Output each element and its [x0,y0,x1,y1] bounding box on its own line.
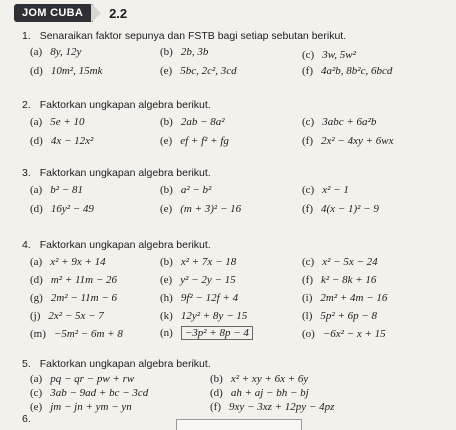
item-label: (f) [302,274,313,286]
item-label: (c) [302,256,315,268]
item-1a [30,46,81,58]
item-expression: b² − 81 [50,184,83,196]
item-3c [302,184,349,196]
item-2f [302,135,394,147]
question-text: Faktorkan ungkapan algebra berikut. [39,239,211,251]
item-expression: 9xy − 3xz + 12py − 4pz [229,401,335,413]
item-label: (f) [302,65,313,77]
item-5c [30,387,148,399]
question-number: 4. [22,239,31,251]
question-4-title [22,239,211,251]
item-3b [160,184,211,196]
item-4n [160,327,253,339]
item-expression: 3ab − 9ad + bc − 3cd [50,387,149,399]
item-1e [160,65,237,77]
item-expression: m² + 11m − 26 [50,274,118,286]
item-label: (e) [30,401,43,413]
item-label: (b) [210,373,223,385]
item-expression: 2ab − 8a² [180,116,225,128]
item-4e [160,274,236,286]
item-3f [302,203,379,215]
item-label: (e) [160,65,173,77]
item-4k [160,310,247,322]
item-4g [30,292,117,304]
item-5f [210,401,334,413]
question-text: Senaraikan faktor sepunya dan FSTB bagi setiap sebutan berikut. [39,30,347,42]
item-expression: −6x² − x + 15 [322,328,386,340]
item-expression: 9f² − 12f + 4 [180,292,239,304]
item-label: (d) [30,274,43,286]
item-expression: 4a²b, 8b²c, 6bcd [321,65,393,77]
pencil-icon [91,3,101,23]
item-expression: 16y² − 49 [50,203,94,215]
item-expression-highlighted: −3p² + 8p − 4 [181,326,253,340]
item-expression: x² + xy + 6x + 6y [230,373,309,385]
item-label: (l) [302,310,313,322]
item-label: (j) [30,310,41,322]
item-label: (f) [302,135,313,147]
section-number: 2.2 [109,5,128,21]
item-label: (a) [30,256,43,268]
item-label: (b) [160,46,173,58]
item-5d [210,387,309,399]
item-expression: 5p² + 6p − 8 [320,310,378,322]
item-label: (d) [30,203,43,215]
item-expression: x² − 1 [322,184,349,196]
item-label: (f) [302,203,313,215]
item-expression: 2x² − 4xy + 6wx [321,135,394,147]
question-number: 3. [22,167,31,179]
item-2e [160,135,229,147]
item-expression: 10m², 15mk [50,65,103,77]
question-1-title [22,30,346,42]
item-expression: ef + f² + fg [180,135,229,147]
item-4h [160,292,238,304]
item-expression: 4(x − 1)² − 9 [321,203,379,215]
item-expression: 2m² + 4m − 16 [320,292,388,304]
item-expression: 5bc, 2c², 3cd [180,65,237,77]
item-label: (a) [30,184,43,196]
item-1b [160,46,208,58]
item-label: (d) [210,387,223,399]
item-label: (c) [302,116,315,128]
question-number: 5. [22,358,31,370]
question-6-title [22,413,31,425]
question-3-title [22,167,211,179]
item-expression: k² − 8k + 16 [321,274,377,286]
item-expression: jm − jn + ym − yn [50,401,132,413]
item-label: (b) [160,256,173,268]
item-label: (k) [160,310,173,322]
item-label: (c) [302,184,315,196]
item-label: (b) [160,184,173,196]
item-expression: pq − qr − pw + rw [50,373,135,385]
item-expression: 2m² − 11m − 6 [50,292,118,304]
item-label: (h) [160,292,173,304]
item-label: (d) [30,65,43,77]
item-4f [302,274,376,286]
item-5b [210,373,308,385]
item-label: (o) [302,328,315,340]
question-number: 1. [22,30,31,42]
item-label: (e) [160,274,173,286]
item-label: (c) [302,49,315,61]
item-3e [160,203,241,215]
item-3d [30,203,94,215]
item-expression: a² − b² [180,184,212,196]
item-label: (i) [302,292,313,304]
item-expression: x² + 7x − 18 [180,256,237,268]
item-1d [30,65,102,77]
item-label: (b) [160,116,173,128]
item-4c [302,256,378,268]
item-label: (a) [30,116,43,128]
item-1c [302,49,356,61]
item-4b [160,256,236,268]
item-4a [30,256,106,268]
item-5a [30,373,134,385]
item-label: (a) [30,373,43,385]
item-label: (e) [160,135,173,147]
item-3a [30,184,83,196]
item-label: (n) [160,327,173,339]
item-4m [30,328,123,340]
question-text: Faktorkan ungkapan algebra berikut. [39,358,211,370]
jom-cuba-badge: JOM CUBA [14,4,93,22]
item-1f [302,65,392,77]
question-text: Faktorkan ungkapan algebra berikut. [39,167,211,179]
item-2d [30,135,93,147]
item-expression: y² − 2y − 15 [180,274,236,286]
item-expression: 5e + 10 [50,116,85,128]
item-expression: 3w, 5w² [322,49,356,61]
item-expression: 12y² + 8y − 15 [180,310,248,322]
item-expression: 2x² − 5x − 7 [48,310,104,322]
item-5e [30,401,132,413]
item-label: (d) [30,135,43,147]
item-expression: (m + 3)² − 16 [180,203,242,215]
item-4i [302,292,387,304]
header [14,3,127,23]
item-expression: ah + aj − bh − bj [230,387,309,399]
item-expression: x² − 5x − 24 [322,256,378,268]
item-label: (e) [160,203,173,215]
item-4j [30,310,104,322]
item-2b [160,116,225,128]
question-number: 2. [22,99,31,111]
item-2c [302,116,376,128]
question-number: 6. [22,413,31,425]
item-label: (c) [30,387,43,399]
item-expression: 8y, 12y [50,46,82,58]
item-label: (f) [210,401,221,413]
item-label: (a) [30,46,43,58]
item-4d [30,274,117,286]
item-label: (m) [30,328,46,340]
item-expression: −5m² − 6m + 8 [53,328,123,340]
question-text: Faktorkan ungkapan algebra berikut. [39,99,211,111]
item-expression: x² + 9x + 14 [50,256,106,268]
item-label: (g) [30,292,43,304]
question-2-title [22,99,211,111]
item-4o [302,328,386,340]
question-6-box [176,419,302,430]
item-expression: 2b, 3b [180,46,209,58]
item-4l [302,310,377,322]
item-expression: 4x − 12x² [50,135,94,147]
item-expression: 3abc + 6a²b [322,116,377,128]
item-2a [30,116,85,128]
question-5-title [22,358,211,370]
